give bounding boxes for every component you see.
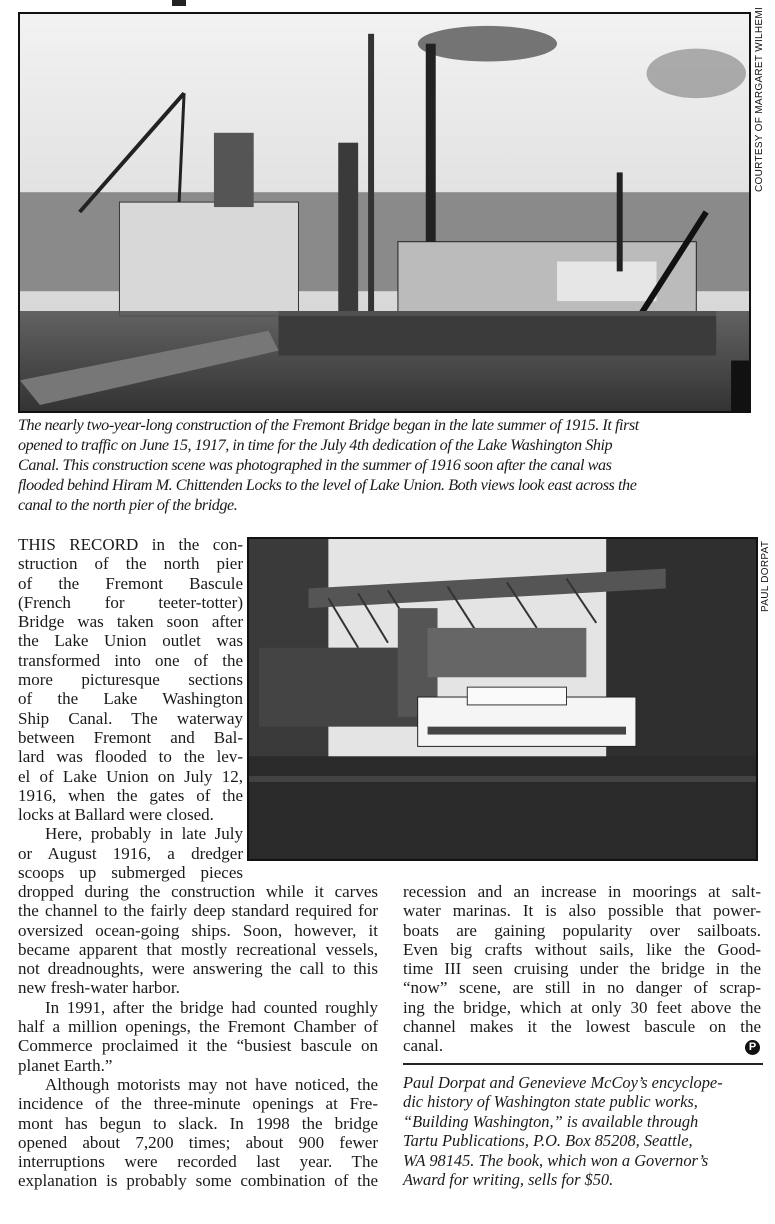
end-mark-logo-icon: P: [745, 1040, 760, 1055]
bio-line: Paul Dorpat and Genevieve McCoy’s encyclope-: [403, 1073, 723, 1092]
article-text-line: incidence of the three-minute openings at Fre-: [18, 1094, 378, 1114]
article-text-line: Here, probably in late July: [45, 824, 243, 844]
headline-fragment: [172, 0, 186, 6]
photo-credit-bottom: PAUL DORPAT: [760, 540, 771, 612]
article-text-line: Commerce proclaimed it the “busiest bascule on: [18, 1036, 378, 1056]
article-text-line: In 1991, after the bridge had counted roughly: [45, 997, 378, 1017]
article-text-line: boats are gaining popularity over sailboats.: [403, 920, 761, 940]
article-text-line: THIS RECORD in the con-: [18, 535, 243, 554]
article-text-line: transformed into one of the: [18, 650, 243, 670]
article-text-line: became apparent that mostly recreational vessels,: [18, 939, 378, 959]
bio-line: WA 98145. The book, which won a Governor’s: [403, 1150, 709, 1170]
article-text-line: lard was flooded to the lev-: [18, 747, 243, 767]
article-text-line: el of Lake Union on July 12,: [18, 766, 243, 786]
article-column-wide: [18, 882, 378, 1191]
article-text-line: oversized ocean-going ships. Soon, however, it: [18, 920, 378, 940]
caption-line: flooded behind Hiram M. Chittenden Locks to the level of Lake Union. Both views look east across the: [18, 476, 637, 494]
article-text-line: interruptions were recorded last year. The: [18, 1152, 378, 1172]
photo-credit-top: COURTESY OF MARGARET WILHEMI: [754, 6, 765, 192]
article-text-line: explanation is probably some combination of the: [18, 1171, 378, 1191]
article-text-line: canal.: [403, 1036, 444, 1056]
article-text-line: time III seen cruising under the bridge in the: [403, 959, 761, 979]
article-text-line: the Lake Union outlet was: [18, 631, 243, 651]
article-text-line: (French for teeter-totter): [18, 592, 243, 612]
article-text-line: half a million openings, the Fremont Chamber of: [18, 1017, 378, 1037]
article-text-line: mont has begun to slack. In 1998 the bridge: [18, 1113, 378, 1133]
article-text-line: Bridge was taken soon after: [18, 612, 243, 632]
article-text-line: scoops up submerged pieces: [18, 863, 243, 883]
article-text-line: struction of the north pier: [18, 554, 243, 574]
photo-caption: [18, 415, 753, 515]
article-text-line: Ship Canal. The waterway: [18, 708, 243, 728]
bio-line: “Building Washington,” is available through: [403, 1111, 699, 1131]
caption-line: The nearly two-year-long construction of the Fremont Bridge began in the late summer of 1915. It first: [18, 416, 639, 434]
article-text-line: planet Earth.”: [18, 1055, 113, 1075]
article-text-line: between Fremont and Bal-: [18, 727, 243, 747]
caption-line: opened to traffic on June 15, 1917, in time for the July 4th dedication of the Lake Washington Ship: [18, 436, 613, 454]
article-text-line: 1916, when the gates of the: [18, 785, 243, 805]
modern-bridge-photo: [247, 537, 758, 861]
article-text-line: new fresh-water harbor.: [18, 978, 180, 998]
author-bio: [403, 1073, 763, 1189]
bio-line: Award for writing, sells for $50.: [403, 1170, 614, 1190]
article-text-line: dropped during the construction while it carves: [18, 882, 378, 901]
article-text-line: Even big crafts without sails, like the Good-: [403, 939, 761, 959]
article-column-right: [403, 882, 761, 1056]
article-text-line: opened about 7,200 times; about 900 fewer: [18, 1132, 378, 1152]
article-text-line: recession and an increase in moorings at salt-: [403, 882, 761, 901]
article-text-line: channel makes it the lowest bascule on the: [403, 1017, 761, 1037]
article-text-line: locks at Ballard were closed.: [18, 805, 214, 825]
bio-line: Tartu Publications, P.O. Box 85208, Seattle,: [403, 1131, 693, 1151]
article-text-line: ing the bridge, which at only 30 feet above the: [403, 997, 761, 1017]
caption-line: Canal. This construction scene was photographed in the summer of 1916 soon after the canal was: [18, 456, 612, 474]
article-column-narrow: [18, 535, 243, 882]
article-text-line: water marinas. It is also possible that power-: [403, 901, 761, 921]
caption-line: canal to the north pier of the bridge.: [18, 496, 238, 514]
bio-line: dic history of Washington state public works,: [403, 1092, 698, 1112]
article-text-line: or August 1916, a dredger: [18, 843, 243, 863]
historic-construction-photo: [18, 12, 751, 413]
article-text-line: “now” scene, are still in no danger of scrap-: [403, 978, 761, 998]
article-text-line: of the Lake Washington: [18, 689, 243, 709]
article-text-line: not dreadnoughts, were answering the call to this: [18, 959, 378, 979]
article-text-line: of the Fremont Bascule: [18, 573, 243, 593]
article-text-line: more picturesque sections: [18, 670, 243, 690]
article-text-line: Although motorists may not have noticed, the: [45, 1074, 378, 1094]
article-text-line: the channel to the fairly deep standard required for: [18, 901, 378, 921]
section-divider: [403, 1063, 763, 1065]
